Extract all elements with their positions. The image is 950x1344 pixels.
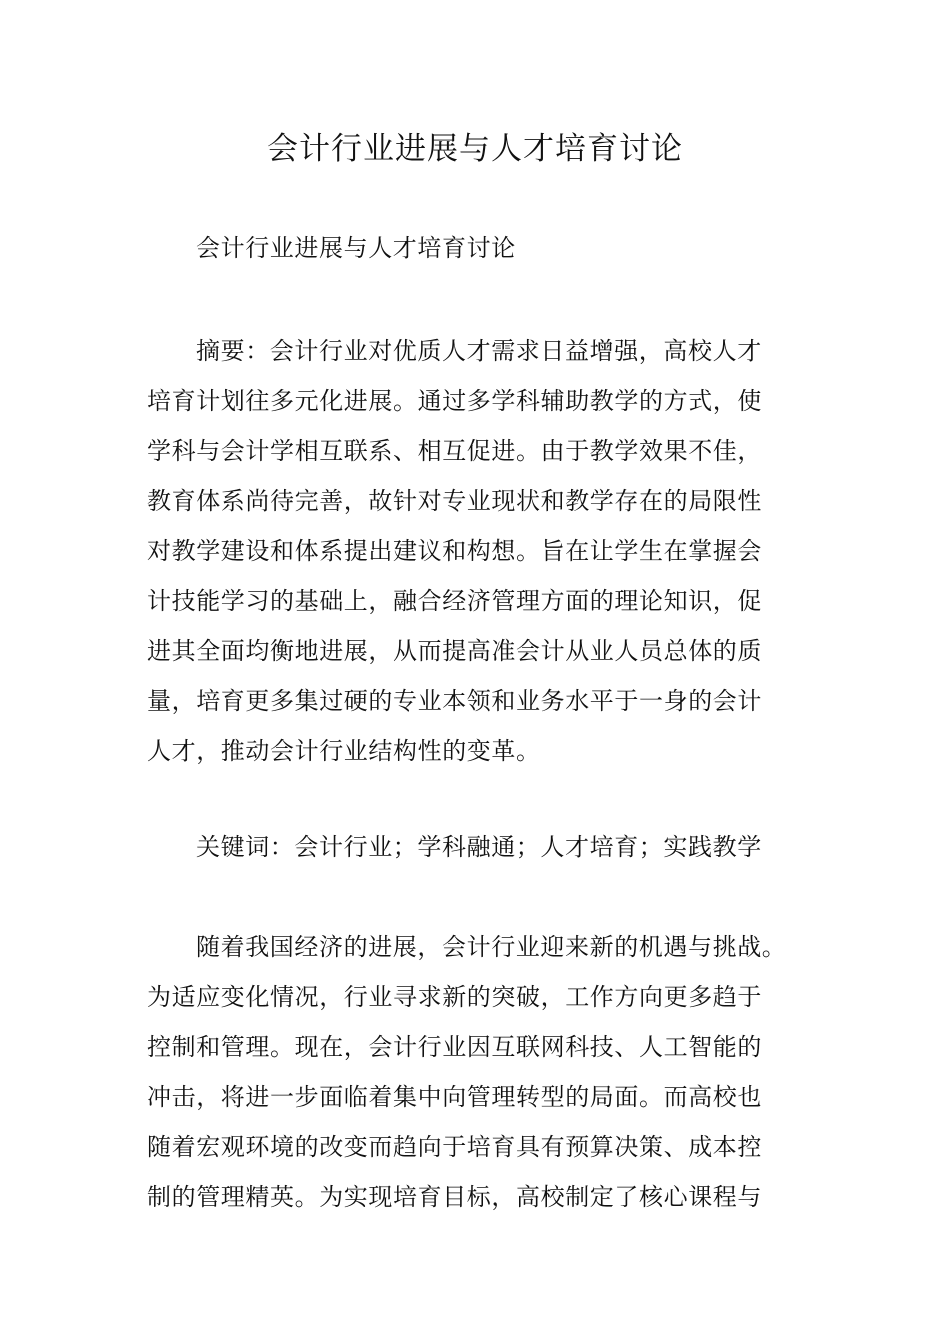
- abstract-line: 人才，推动会计行业结构性的变革。: [147, 737, 541, 765]
- abstract-line: 计技能学习的基础上，融合经济管理方面的理论知识，促: [147, 587, 762, 615]
- document-subtitle: 会计行业进展与人才培育讨论: [196, 234, 516, 262]
- abstract-line: 摘要：会计行业对优质人才需求日益增强，高校人才: [196, 337, 762, 365]
- abstract-line: 培育计划往多元化进展。通过多学科辅助教学的方式，使: [147, 387, 762, 415]
- abstract-line: 教育体系尚待完善，故针对专业现状和教学存在的局限性: [147, 487, 762, 515]
- body-line: 随着宏观环境的改变而趋向于培育具有预算决策、成本控: [147, 1133, 762, 1161]
- keywords-line: 关键词：会计行业；学科融通；人才培育；实践教学: [196, 833, 762, 861]
- body-line: 为适应变化情况，行业寻求新的突破，工作方向更多趋于: [147, 983, 762, 1011]
- body-line: 制的管理精英。为实现培育目标，高校制定了核心课程与: [147, 1183, 762, 1211]
- document-title: 会计行业进展与人才培育讨论: [267, 131, 683, 167]
- abstract-line: 进其全面均衡地进展，从而提高准会计从业人员总体的质: [147, 637, 762, 665]
- abstract-line: 量，培育更多集过硬的专业本领和业务水平于一身的会计: [147, 687, 762, 715]
- abstract-line: 学科与会计学相互联系、相互促进。由于教学效果不佳，: [147, 437, 762, 465]
- abstract-line: 对教学建设和体系提出建议和构想。旨在让学生在掌握会: [147, 537, 762, 565]
- body-line: 控制和管理。现在，会计行业因互联网科技、人工智能的: [147, 1033, 762, 1061]
- body-line: 随着我国经济的进展，会计行业迎来新的机遇与挑战。: [196, 933, 787, 961]
- body-line: 冲击，将进一步面临着集中向管理转型的局面。而高校也: [147, 1083, 762, 1111]
